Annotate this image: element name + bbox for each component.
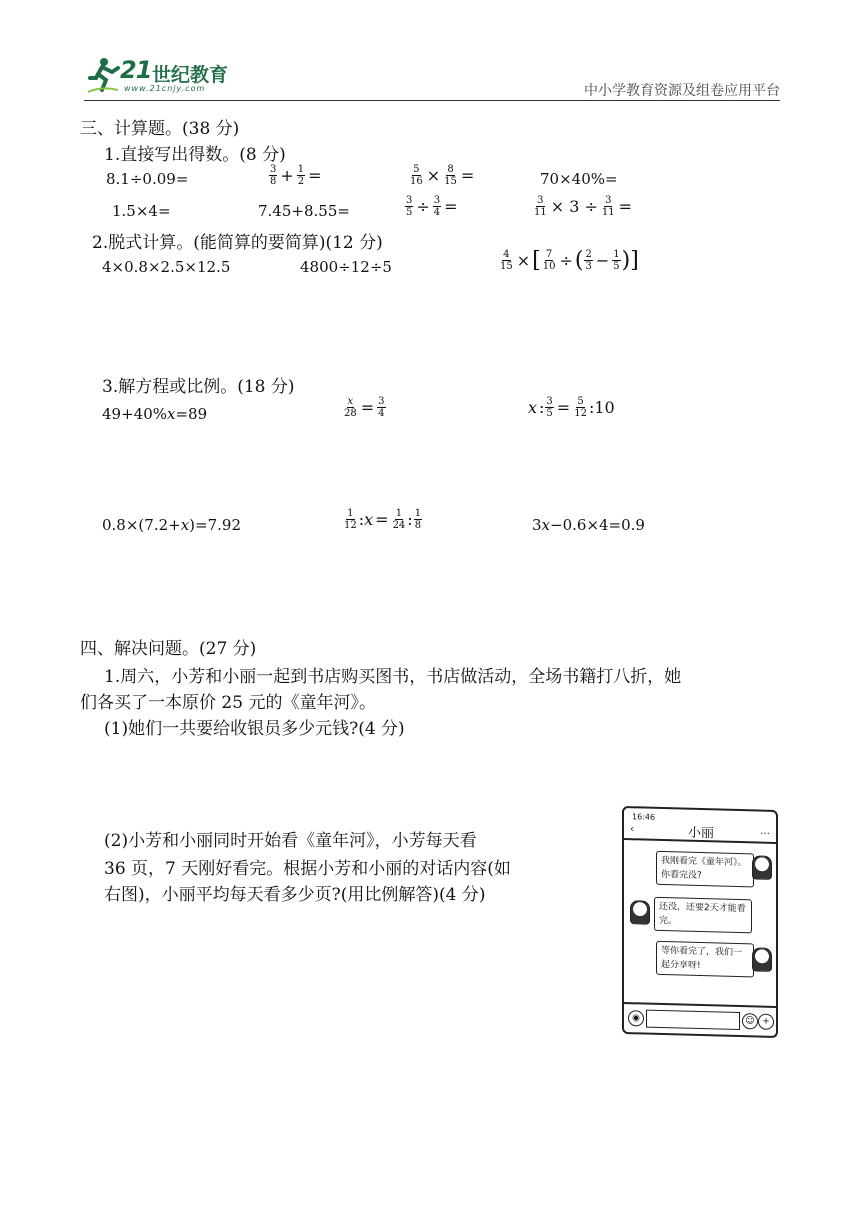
phone-header <box>624 808 776 844</box>
site-logo <box>86 54 246 100</box>
chat-contact-name: 小丽 <box>688 825 715 842</box>
chat-bubble-1: 我刚看完《童年河》。你看完没? <box>656 851 754 888</box>
q2-item-a: 4×0.8×2.5×12.5 <box>102 258 231 276</box>
s4-q1-part2-line3: 右图)，小丽平均每天看多少页?(用比例解答)(4 分) <box>104 885 486 905</box>
q1-item-b: $\frac{3}{8}$ + $\frac{1}{2}$ = <box>270 164 322 187</box>
q1-item-g: $\frac{3}{5}$ ÷ $\frac{3}{4}$ = <box>406 195 458 218</box>
q1-item-h: $\frac{3}{11}$ × 3 ÷ $\frac{3}{11}$ = <box>534 195 633 218</box>
s4-q1-part1: (1)她们一共要给收银员多少元钱?(4 分) <box>104 719 405 739</box>
phone-time: 16:46 <box>632 812 656 822</box>
q1-item-a: 8.1÷0.09= <box>106 170 189 188</box>
avatar-icon <box>752 947 772 972</box>
logo-url: www.21cnjy.com <box>124 84 206 93</box>
runner-icon <box>86 56 120 96</box>
q2-item-c: $\frac{4}{15}$ ×[ $\frac{7}{10}$ ÷( $\frac{2}{3}$ − $\frac{1}{5}$ )] <box>500 248 639 273</box>
section3-title: 三、计算题。(38 分) <box>80 119 240 139</box>
emoji-icon: ☺ <box>742 1013 758 1029</box>
chat-bubble-2: 还没，还要2天才能看完。 <box>654 897 752 934</box>
q1-item-c: $\frac{5}{16}$ × $\frac{8}{15}$ = <box>410 164 475 187</box>
back-icon: ‹ <box>630 822 635 836</box>
q3-item-f: 3x−0.6×4=0.9 <box>532 516 645 534</box>
q3-item-d: 0.8×(7.2+x)=7.92 <box>102 516 241 534</box>
q2-title: 2.脱式计算。(能简算的要简算)(12 分) <box>92 233 383 253</box>
header-divider <box>84 100 780 101</box>
more-icon: … <box>760 825 770 837</box>
q3-title: 3.解方程或比例。(18 分) <box>102 377 295 397</box>
avatar-icon <box>752 855 772 880</box>
section4-title: 四、解决问题。(27 分) <box>80 639 257 659</box>
q1-item-e: 1.5×4= <box>112 202 171 220</box>
phone-input-bar <box>624 1002 776 1036</box>
avatar-icon <box>630 900 650 925</box>
voice-icon: ◉ <box>628 1010 644 1026</box>
q1-item-d: 70×40%= <box>540 170 618 188</box>
q2-item-b: 4800÷12÷5 <box>300 258 392 276</box>
plus-icon: + <box>758 1014 774 1030</box>
chat-bubble-3: 等你看完了，我们一起分享呀! <box>656 941 754 978</box>
q3-item-b: $\frac{x}{28}$ = $\frac{3}{4}$ <box>344 396 385 419</box>
logo-number: 21 <box>120 56 152 84</box>
q3-item-e: $\frac{1}{12}$ :x = $\frac{1}{24}$ : $\frac{1}{8}$ <box>344 508 422 531</box>
s4-q1-line2: 们各买了一本原价 25 元的《童年河》。 <box>80 693 376 713</box>
s4-q1-part2-line2: 36 页，7 天刚好看完。根据小芳和小丽的对话内容(如 <box>104 859 511 879</box>
q1-title: 1.直接写出得数。(8 分) <box>104 145 286 165</box>
phone-chat-illustration <box>622 806 778 1038</box>
q3-item-a: 49+40%x=89 <box>102 405 208 423</box>
platform-title: 中小学教育资源及组卷应用平台 <box>584 83 780 99</box>
s4-q1-line1: 1.周六，小芳和小丽一起到书店购买图书，书店做活动，全场书籍打八折，她 <box>104 667 682 687</box>
s4-q1-part2-line1: (2)小芳和小丽同时开始看《童年河》，小芳每天看 <box>104 831 477 851</box>
logo-text: 世纪教育 <box>152 64 229 86</box>
q1-item-f: 7.45+8.55= <box>258 202 350 220</box>
chat-input <box>646 1010 740 1030</box>
q3-item-c: x : $\frac{3}{5}$ = $\frac{5}{12}$ :10 <box>528 396 615 419</box>
